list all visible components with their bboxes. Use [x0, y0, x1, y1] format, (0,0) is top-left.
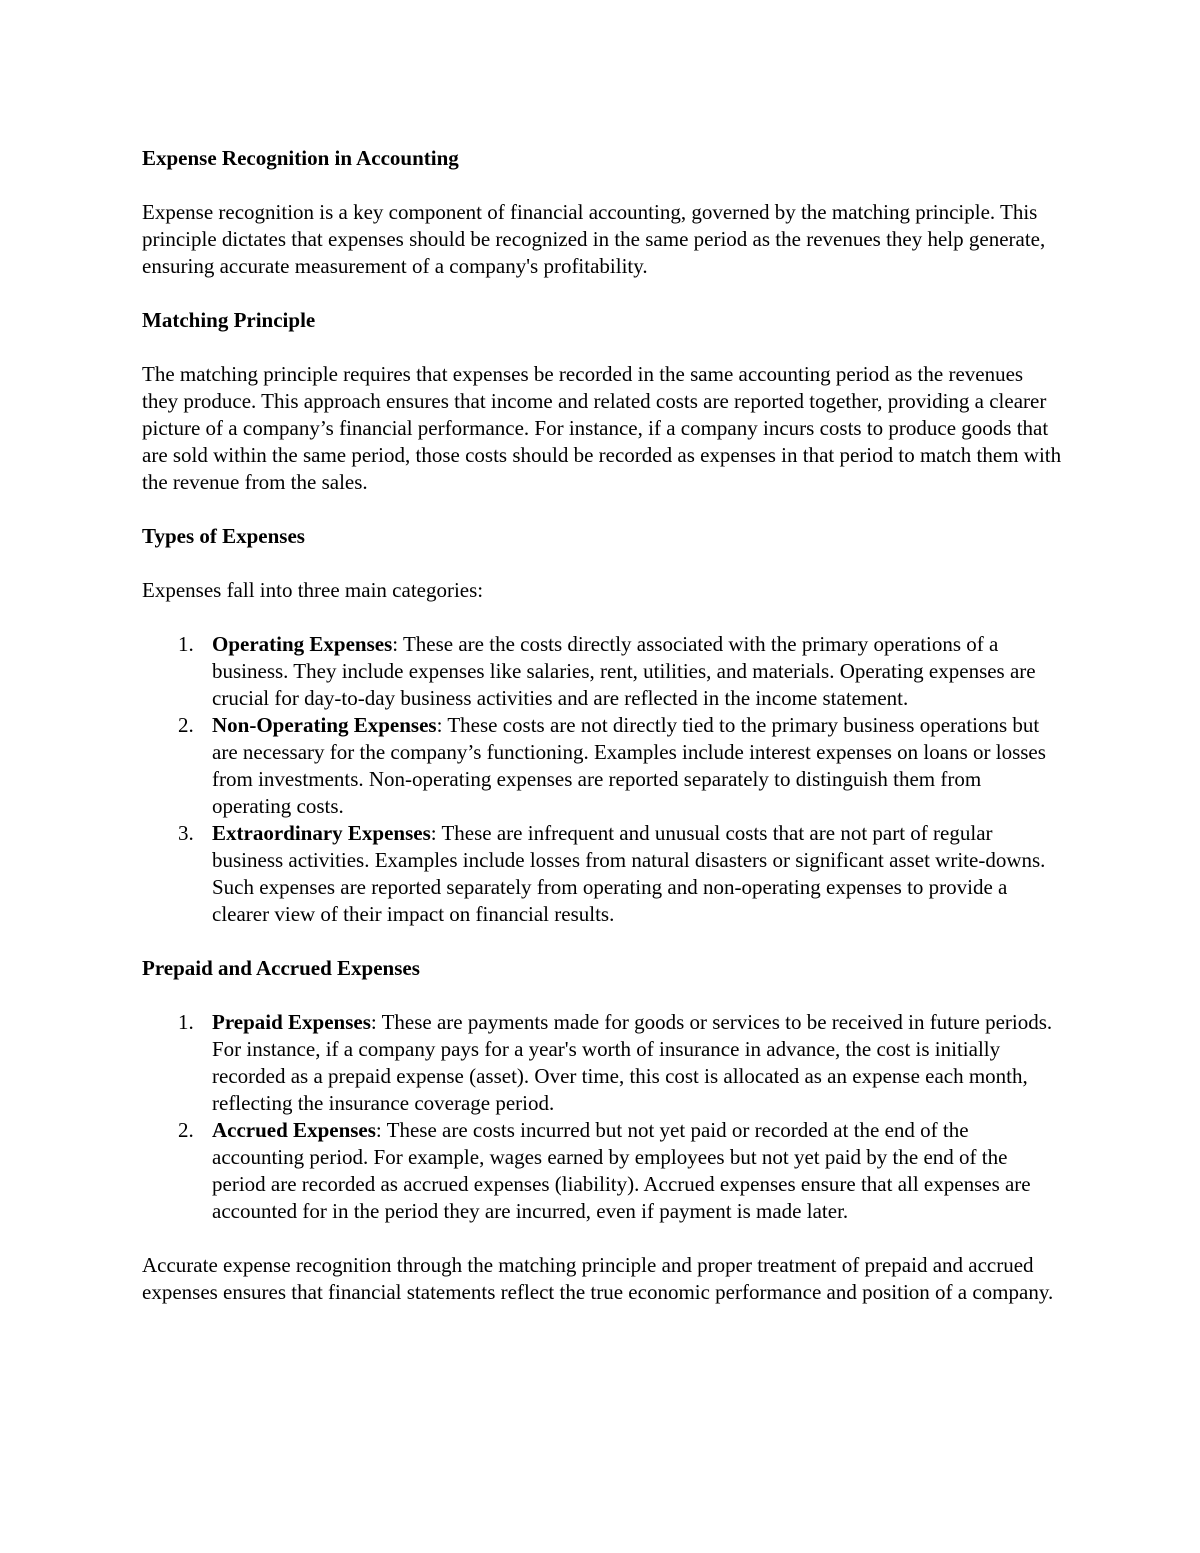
- list-text: : These costs are not directly tied to the primary business operations but are necessary for the company’s functioning. Examples include interest expenses on loans or losses from investments. Non-operating expenses are reported separately to distinguish them from operating costs.: [212, 713, 1046, 818]
- list-term: Accrued Expenses: [212, 1118, 376, 1142]
- list-number: 1.: [178, 632, 194, 656]
- list-number: 3.: [178, 821, 194, 845]
- list-text: : These are payments made for goods or services to be received in future periods. For instance, if a company pays for a year's worth of insurance in advance, the cost is initially recorded as a prepaid expense (asset). Over time, this cost is allocated as an expense each month, reflecting the insurance coverage period.: [212, 1010, 1053, 1115]
- list-number: 2.: [178, 1118, 194, 1142]
- document-title: Expense Recognition in Accounting: [142, 146, 459, 170]
- list-number: 1.: [178, 1010, 194, 1034]
- document-body: [142, 145, 1062, 1306]
- list-term: Non-Operating Expenses: [212, 713, 437, 737]
- list-item: [142, 1117, 1062, 1225]
- types-list: [142, 631, 1062, 928]
- intro-paragraph: Expense recognition is a key component of financial accounting, governed by the matching principle. This principle dictates that expenses should be recognized in the same period as the revenues they help generate, ensuring accurate measurement of a company's profitability.: [142, 200, 1046, 278]
- list-text: : These are costs incurred but not yet paid or recorded at the end of the accounting period. For example, wages earned by employees but not yet paid by the end of the period are recorded as accrued expenses (liability). Accrued expenses ensure that all expenses are accounted for in the period they are incurred, even if payment is made later.: [212, 1118, 1031, 1223]
- list-text: : These are infrequent and unusual costs that are not part of regular business activities. Examples include losses from natural disasters or significant asset write-downs. Such expenses are reported separately from operating and non-operating expenses to provide a clearer view of their impact on financial results.: [212, 821, 1046, 926]
- list-term: Extraordinary Expenses: [212, 821, 431, 845]
- list-item: [142, 820, 1062, 928]
- types-lead: Expenses fall into three main categories:: [142, 578, 484, 602]
- list-item: [142, 712, 1062, 820]
- list-text: : These are the costs directly associated with the primary operations of a business. They include expenses like salaries, rent, utilities, and materials. Operating expenses are crucial for day-to-day business activities and are reflected in the income statement.: [212, 632, 1036, 710]
- conclusion-paragraph: Accurate expense recognition through the matching principle and proper treatment of prepaid and accrued expenses ensures that financial statements reflect the true economic performance and position of a company.: [142, 1253, 1054, 1304]
- list-item: [142, 1009, 1062, 1117]
- matching-principle-heading: Matching Principle: [142, 308, 316, 332]
- prepaid-accrued-list: [142, 1009, 1062, 1225]
- list-number: 2.: [178, 713, 194, 737]
- list-term: Operating Expenses: [212, 632, 393, 656]
- prepaid-accrued-heading: Prepaid and Accrued Expenses: [142, 956, 420, 980]
- types-heading: Types of Expenses: [142, 524, 305, 548]
- list-item: [142, 631, 1062, 712]
- list-term: Prepaid Expenses: [212, 1010, 371, 1034]
- matching-principle-paragraph: The matching principle requires that expenses be recorded in the same accounting period as the revenues they produce. This approach ensures that income and related costs are reported together, providing a clearer picture of a company’s financial performance. For instance, if a company incurs costs to produce goods that are sold within the same period, those costs should be recorded as expenses in that period to match them with the revenue from the sales.: [142, 362, 1062, 494]
